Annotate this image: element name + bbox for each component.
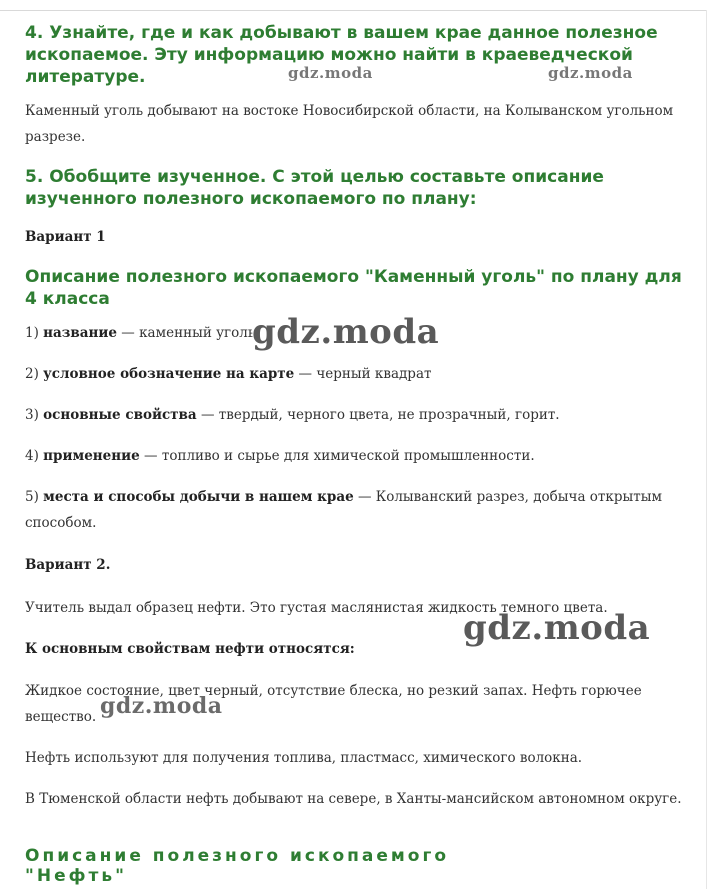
variant2-place: В Тюменской области нефть добывают на севере, в Ханты-мансийском автономном округе.	[25, 791, 682, 807]
task4-heading: 4. Узнайте, где и как добывают в вашем крае данное полезное ископаемое. Эту информацию можно найти в краеведческой литературе.	[25, 23, 658, 87]
task5-heading: 5. Обобщите изученное. С этой целью составьте описание изученного полезного ископаемого по плану:	[25, 167, 604, 209]
watermark-logo: gdz.moda	[463, 608, 651, 648]
plan-item-3: 3) основные свойства — твердый, черного цвета, не прозрачный, горит.	[25, 407, 560, 423]
plan-item-5: 5) места и способы добычи в нашем крае — Колыванский разрез, добыча открытым способом.	[25, 489, 662, 531]
variant2-use: Нефть используют для получения топлива, пластмасс, химического волокна.	[25, 750, 583, 766]
top-divider	[0, 10, 706, 11]
plan-item-4: 4) применение — топливо и сырье для химической промышленности.	[25, 448, 535, 464]
right-divider	[706, 10, 707, 889]
watermark-logo: gdz.moda	[288, 64, 373, 82]
cut-off-heading: Описание полезного ископаемого "Нефть"	[25, 846, 450, 886]
variant2-label: Вариант 2.	[25, 557, 111, 573]
watermark-logo: gdz.moda	[252, 312, 440, 352]
task4-answer: Каменный уголь добывают на востоке Новосибирской области, на Колыванском угольном разрезе.	[25, 103, 674, 145]
variant2-props-label: К основным свойствам нефти относятся:	[25, 641, 355, 657]
variant1-label: Вариант 1	[25, 229, 106, 245]
watermark-logo: gdz.moda	[548, 64, 633, 82]
plan-item-2: 2) условное обозначение на карте — черный квадрат	[25, 366, 432, 382]
watermark-logo: gdz.moda	[100, 693, 223, 719]
variant1-title: Описание полезного ископаемого "Каменный уголь" по плану для 4 класса	[25, 267, 682, 309]
plan-item-1: 1) название — каменный уголь	[25, 325, 256, 341]
variant2-props: Жидкое состояние, цвет черный, отсутствие блеска, но резкий запах. Нефть горючее вещество.	[25, 683, 642, 725]
variant2-intro: Учитель выдал образец нефти. Это густая маслянистая жидкость темного цвета.	[25, 600, 608, 616]
